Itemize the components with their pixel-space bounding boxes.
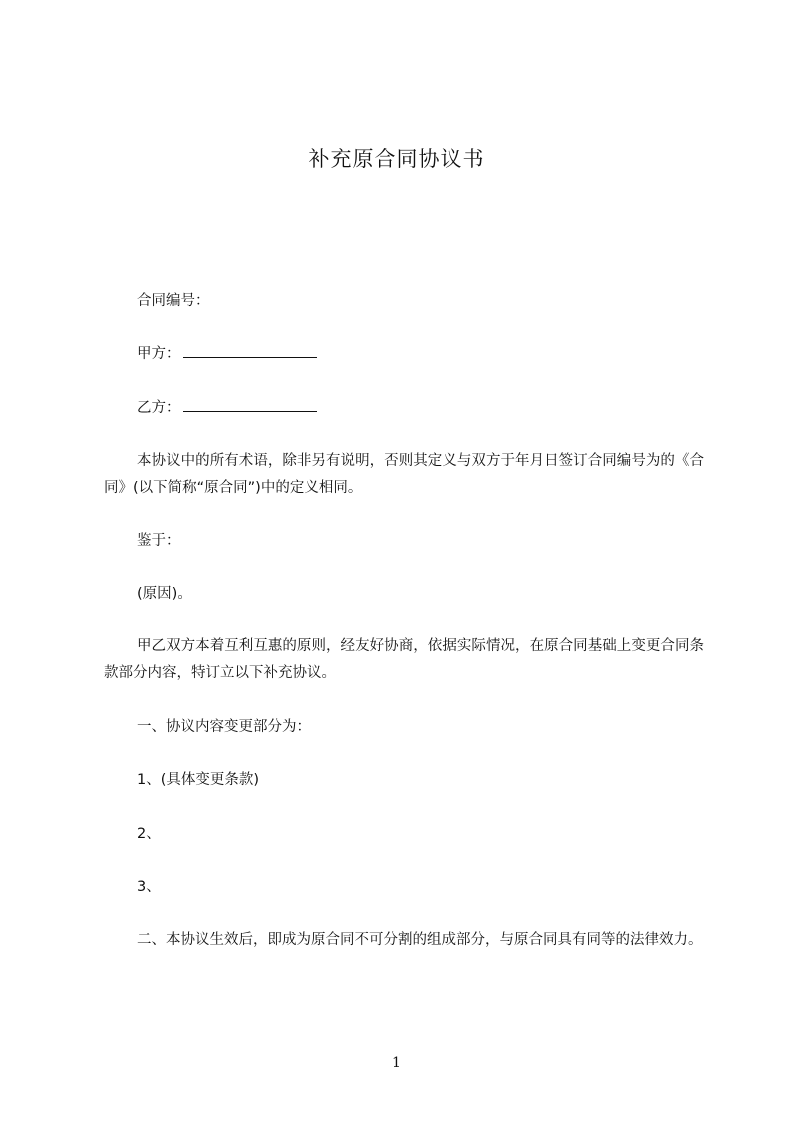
document-title: 补充原合同协议书 [308, 147, 485, 171]
definitions-paragraph: 本协议中的所有术语，除非另有说明，否则其定义与双方于年月日签订合同编号为的《合同》(以下简称“原合同”)中的定义相同。 [104, 453, 704, 496]
page-number: 1 [392, 1055, 401, 1071]
party-b-line [137, 399, 317, 418]
section-two-paragraph: 二、本协议生效后，即成为原合同不可分割的组成部分，与原合同具有同等的法律效力。 [137, 932, 703, 948]
party-b-blank [183, 399, 317, 412]
purpose-paragraph: 甲乙双方本着互利互惠的原则，经友好协商，依据实际情况，在原合同基础上变更合同条款部分内容，特订立以下补充协议。 [104, 638, 704, 681]
reason-text: (原因)。 [137, 586, 192, 602]
party-b-label: 乙方： [137, 400, 181, 416]
party-a-blank [183, 345, 317, 358]
whereas-label: 鉴于： [137, 533, 181, 549]
section-one-heading: 一、协议内容变更部分为： [137, 719, 311, 735]
contract-number-label: 合同编号： [137, 293, 210, 309]
list-item: 1、(具体变更条款) [137, 772, 260, 788]
party-a-line [137, 345, 317, 364]
list-item: 3、 [137, 879, 161, 895]
party-a-label: 甲方： [137, 346, 181, 362]
list-item: 2、 [137, 826, 161, 842]
